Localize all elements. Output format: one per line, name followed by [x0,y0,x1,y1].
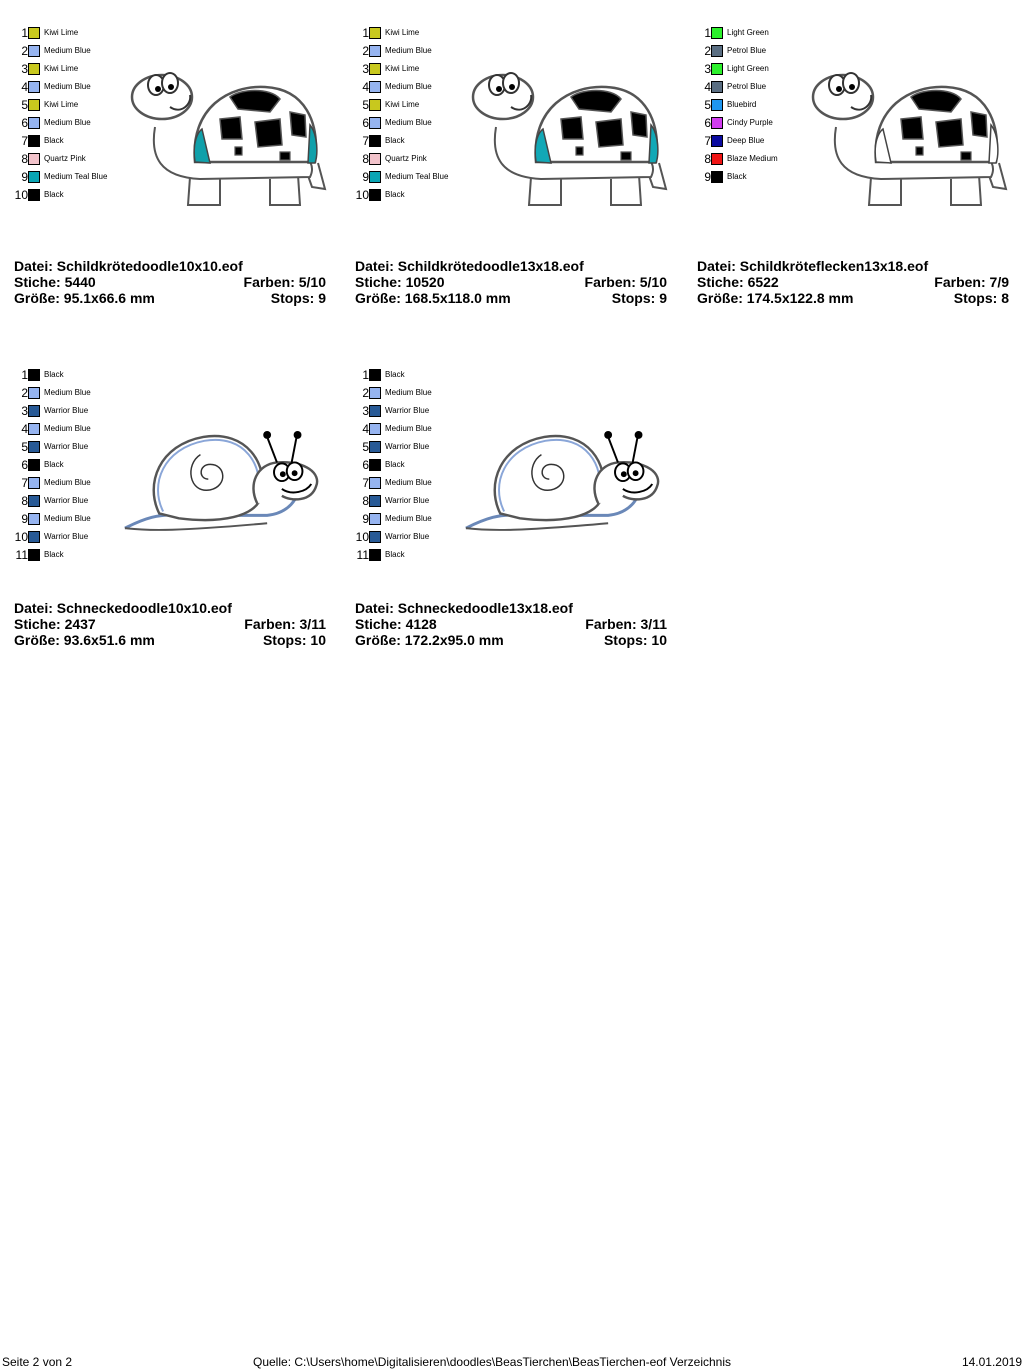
stiche-label: Stiche: [355,616,402,632]
color-number: 2 [704,44,711,58]
design-card [355,367,675,667]
color-number: 5 [21,98,28,112]
color-legend-item [14,421,134,439]
color-swatch [28,477,40,489]
print-date: 14.01.2019 [961,1355,1022,1369]
color-number: 1 [21,368,28,382]
page-number: Seite 2 von 2 [2,1355,73,1369]
color-legend-item [14,367,134,385]
color-number: 8 [362,152,369,166]
color-legend-item [355,151,475,169]
color-name: Black [727,172,747,181]
color-number: 3 [21,404,28,418]
color-legend-item [14,169,134,187]
color-number: 9 [704,170,711,184]
color-number: 7 [704,134,711,148]
design-card [697,25,1017,325]
color-name: Medium Blue [385,82,432,91]
file-name: Schneckedoodle10x10.eof [56,600,232,616]
design-size: 168.5x118.0 mm [404,290,511,306]
color-legend-item [355,547,475,565]
color-legend-item [697,79,817,97]
color-number: 3 [21,62,28,76]
color-number: 3 [704,62,711,76]
color-swatch [28,405,40,417]
color-number: 8 [362,494,369,508]
color-name: Medium Blue [385,388,432,397]
color-swatch [28,117,40,129]
color-name: Warrior Blue [44,442,89,451]
datei-label: Datei: [14,600,53,616]
color-swatch [711,117,723,129]
color-swatch [711,135,723,147]
file-name: Schildkrötedoodle13x18.eof [397,258,584,274]
color-swatch [28,441,40,453]
color-number: 10 [355,530,369,544]
color-number: 4 [21,422,28,436]
color-name: Medium Blue [385,514,432,523]
color-legend-item [355,133,475,151]
color-name: Black [44,460,64,469]
design-card [355,25,675,325]
color-number: 4 [21,80,28,94]
color-swatch [28,135,40,147]
color-number: 5 [704,98,711,112]
color-number: 9 [362,512,369,526]
color-name: Medium Blue [44,514,91,523]
color-legend-item [14,97,134,115]
color-name: Medium Blue [44,118,91,127]
color-number: 7 [362,476,369,490]
color-swatch [711,81,723,93]
color-swatch [711,153,723,165]
groesse-label: Größe: [14,290,60,306]
turtle-design-preview [461,67,671,217]
color-swatch [369,81,381,93]
stops-label: Stops: [270,290,315,306]
file-name: Schildkröteflecken13x18.eof [739,258,929,274]
color-swatch [369,135,381,147]
color-swatch [369,171,381,183]
color-legend-item [14,475,134,493]
stops-label: Stops: [953,290,998,306]
color-name: Black [44,370,64,379]
color-legend-item [355,385,475,403]
color-count: 7/9 [989,274,1009,290]
color-legend-item [355,475,475,493]
color-number: 4 [704,80,711,94]
farben-label: Farben: [934,274,986,290]
stiche-label: Stiche: [697,274,744,290]
color-name: Black [44,550,64,559]
datei-label: Datei: [14,258,53,274]
color-swatch [369,513,381,525]
groesse-label: Größe: [14,632,60,648]
design-size: 93.6x51.6 mm [63,632,155,648]
color-name: Warrior Blue [44,532,89,541]
color-legend-item [355,79,475,97]
color-legend-item [355,457,475,475]
stitch-count: 5440 [64,274,96,290]
color-count: 3/11 [640,616,667,632]
color-number: 3 [362,404,369,418]
file-name: Schildkrötedoodle10x10.eof [56,258,243,274]
color-number: 1 [21,26,28,40]
color-legend-item [697,61,817,79]
color-legend-item [355,511,475,529]
color-name: Light Green [727,28,769,37]
color-number: 5 [21,440,28,454]
design-card [14,367,334,667]
color-swatch [28,189,40,201]
color-legend-item [14,403,134,421]
turtle-design-preview [801,67,1011,217]
color-swatch [369,117,381,129]
color-number: 11 [356,548,369,562]
color-swatch [711,27,723,39]
color-number: 8 [21,152,28,166]
design-card [14,25,334,325]
color-number: 9 [362,170,369,184]
farben-label: Farben: [243,274,295,290]
groesse-label: Größe: [355,632,401,648]
color-name: Medium Blue [385,424,432,433]
color-name: Bluebird [727,100,757,109]
color-number: 4 [362,80,369,94]
farben-label: Farben: [584,274,636,290]
color-number: 8 [21,494,28,508]
color-swatch [369,531,381,543]
color-swatch [711,99,723,111]
snail-design-preview [461,425,667,543]
design-size: 174.5x122.8 mm [746,290,854,306]
color-swatch [369,441,381,453]
color-swatch [28,495,40,507]
stitch-count: 6522 [747,274,779,290]
turtle-design-preview [120,67,330,217]
color-number: 6 [362,458,369,472]
color-name: Kiwi Lime [385,100,420,109]
color-name: Black [385,550,405,559]
color-swatch [28,171,40,183]
color-swatch [369,387,381,399]
design-size: 95.1x66.6 mm [63,290,155,306]
color-legend-item [697,169,817,187]
color-swatch [369,45,381,57]
color-legend-item [697,43,817,61]
stitch-count: 10520 [405,274,445,290]
color-count: 5/10 [639,274,667,290]
color-swatch [28,27,40,39]
color-number: 6 [21,458,28,472]
color-name: Medium Blue [44,424,91,433]
color-swatch [369,495,381,507]
color-legend-item [355,61,475,79]
color-number: 9 [21,170,28,184]
color-swatch [369,369,381,381]
color-swatch [369,189,381,201]
stitch-count: 4128 [405,616,437,632]
datei-label: Datei: [697,258,736,274]
color-swatch [28,387,40,399]
color-swatch [28,81,40,93]
color-legend-item [355,187,475,205]
farben-label: Farben: [585,616,637,632]
color-legend-item [14,61,134,79]
datei-label: Datei: [355,258,394,274]
design-size: 172.2x95.0 mm [404,632,504,648]
color-legend-item [355,97,475,115]
color-name: Kiwi Lime [44,64,79,73]
color-name: Medium Blue [44,478,91,487]
color-legend-item [355,439,475,457]
color-swatch [28,423,40,435]
stiche-label: Stiche: [14,274,61,290]
farben-label: Farben: [244,616,296,632]
color-number: 6 [362,116,369,130]
color-legend-item [14,25,134,43]
color-swatch [369,477,381,489]
color-legend-item [355,421,475,439]
color-swatch [28,153,40,165]
color-number: 7 [362,134,369,148]
color-swatch [28,549,40,561]
color-name: Medium Blue [385,478,432,487]
color-swatch [369,459,381,471]
color-number: 7 [21,134,28,148]
color-number: 6 [21,116,28,130]
color-name: Medium Blue [44,388,91,397]
color-number: 2 [21,44,28,58]
color-name: Medium Teal Blue [44,172,108,181]
snail-design-preview [120,425,326,543]
color-name: Petrol Blue [727,82,767,91]
color-number: 10 [355,188,369,202]
color-number: 2 [362,44,369,58]
color-name: Black [44,136,64,145]
color-legend-item [697,25,817,43]
color-swatch [711,45,723,57]
color-number: 4 [362,422,369,436]
color-legend-item [14,115,134,133]
color-legend-item [355,367,475,385]
color-number: 5 [362,440,369,454]
color-number: 2 [362,386,369,400]
color-number: 1 [362,368,369,382]
color-legend-item [14,79,134,97]
color-legend-item [355,403,475,421]
color-legend-item [355,25,475,43]
color-name: Medium Teal Blue [385,172,449,181]
color-name: Quartz Pink [385,154,427,163]
color-number: 7 [21,476,28,490]
stops-label: Stops: [603,632,648,648]
stitch-count: 2437 [64,616,96,632]
color-number: 1 [362,26,369,40]
color-count: 5/10 [298,274,326,290]
color-swatch [28,513,40,525]
stop-count: 10 [310,632,326,648]
stop-count: 9 [659,290,667,306]
color-name: Medium Blue [44,46,91,55]
color-legend-item [355,529,475,547]
groesse-label: Größe: [355,290,401,306]
color-swatch [369,423,381,435]
color-swatch [28,369,40,381]
color-number: 3 [362,62,369,76]
color-swatch [28,459,40,471]
color-swatch [369,27,381,39]
color-name: Cindy Purple [727,118,773,127]
color-name: Kiwi Lime [385,64,420,73]
stiche-label: Stiche: [14,616,61,632]
stop-count: 8 [1001,290,1009,306]
color-name: Black [385,460,405,469]
color-name: Kiwi Lime [44,100,79,109]
color-swatch [369,63,381,75]
color-legend-item [355,493,475,511]
color-legend-item [697,151,817,169]
color-legend-item [697,115,817,133]
color-name: Medium Blue [385,118,432,127]
color-name: Warrior Blue [385,496,430,505]
color-name: Warrior Blue [44,406,89,415]
color-swatch [711,63,723,75]
color-legend-item [697,97,817,115]
stop-count: 9 [318,290,326,306]
color-name: Black [44,190,64,199]
color-swatch [28,531,40,543]
color-number: 8 [704,152,711,166]
color-name: Petrol Blue [727,46,767,55]
color-swatch [711,171,723,183]
color-number: 2 [21,386,28,400]
color-legend-item [14,151,134,169]
color-legend-item [355,115,475,133]
color-count: 3/11 [299,616,326,632]
color-swatch [369,549,381,561]
color-legend-item [14,385,134,403]
color-name: Blaze Medium [727,154,778,163]
color-name: Warrior Blue [385,442,430,451]
color-name: Light Green [727,64,769,73]
color-swatch [28,63,40,75]
color-legend-item [14,439,134,457]
color-swatch [28,99,40,111]
color-swatch [369,153,381,165]
color-number: 5 [362,98,369,112]
color-legend-item [697,133,817,151]
color-number: 10 [14,530,28,544]
color-swatch [369,405,381,417]
color-legend-item [14,187,134,205]
color-swatch [369,99,381,111]
color-swatch [28,45,40,57]
color-name: Deep Blue [727,136,765,145]
color-number: 9 [21,512,28,526]
color-number: 11 [15,548,28,562]
color-legend-item [14,547,134,565]
color-name: Warrior Blue [44,496,89,505]
color-name: Black [385,370,405,379]
color-legend-item [14,133,134,151]
groesse-label: Größe: [697,290,743,306]
stops-label: Stops: [611,290,656,306]
color-number: 6 [704,116,711,130]
color-legend-item [14,511,134,529]
color-name: Warrior Blue [385,406,430,415]
color-legend-item [14,43,134,61]
color-name: Black [385,190,405,199]
color-legend-item [14,457,134,475]
color-name: Kiwi Lime [44,28,79,37]
color-name: Quartz Pink [44,154,86,163]
file-name: Schneckedoodle13x18.eof [397,600,573,616]
color-legend-item [14,529,134,547]
color-name: Medium Blue [385,46,432,55]
stop-count: 10 [651,632,667,648]
stops-label: Stops: [262,632,307,648]
color-legend-item [355,169,475,187]
color-name: Black [385,136,405,145]
color-legend-item [355,43,475,61]
color-number: 1 [704,26,711,40]
color-name: Medium Blue [44,82,91,91]
color-legend-item [14,493,134,511]
color-number: 10 [14,188,28,202]
stiche-label: Stiche: [355,274,402,290]
color-name: Warrior Blue [385,532,430,541]
datei-label: Datei: [355,600,394,616]
color-name: Kiwi Lime [385,28,420,37]
source-path: Quelle: C:\Users\home\Digitalisieren\doodles\BeasTierchen\BeasTierchen-eof Verzeichnis [253,1355,732,1369]
